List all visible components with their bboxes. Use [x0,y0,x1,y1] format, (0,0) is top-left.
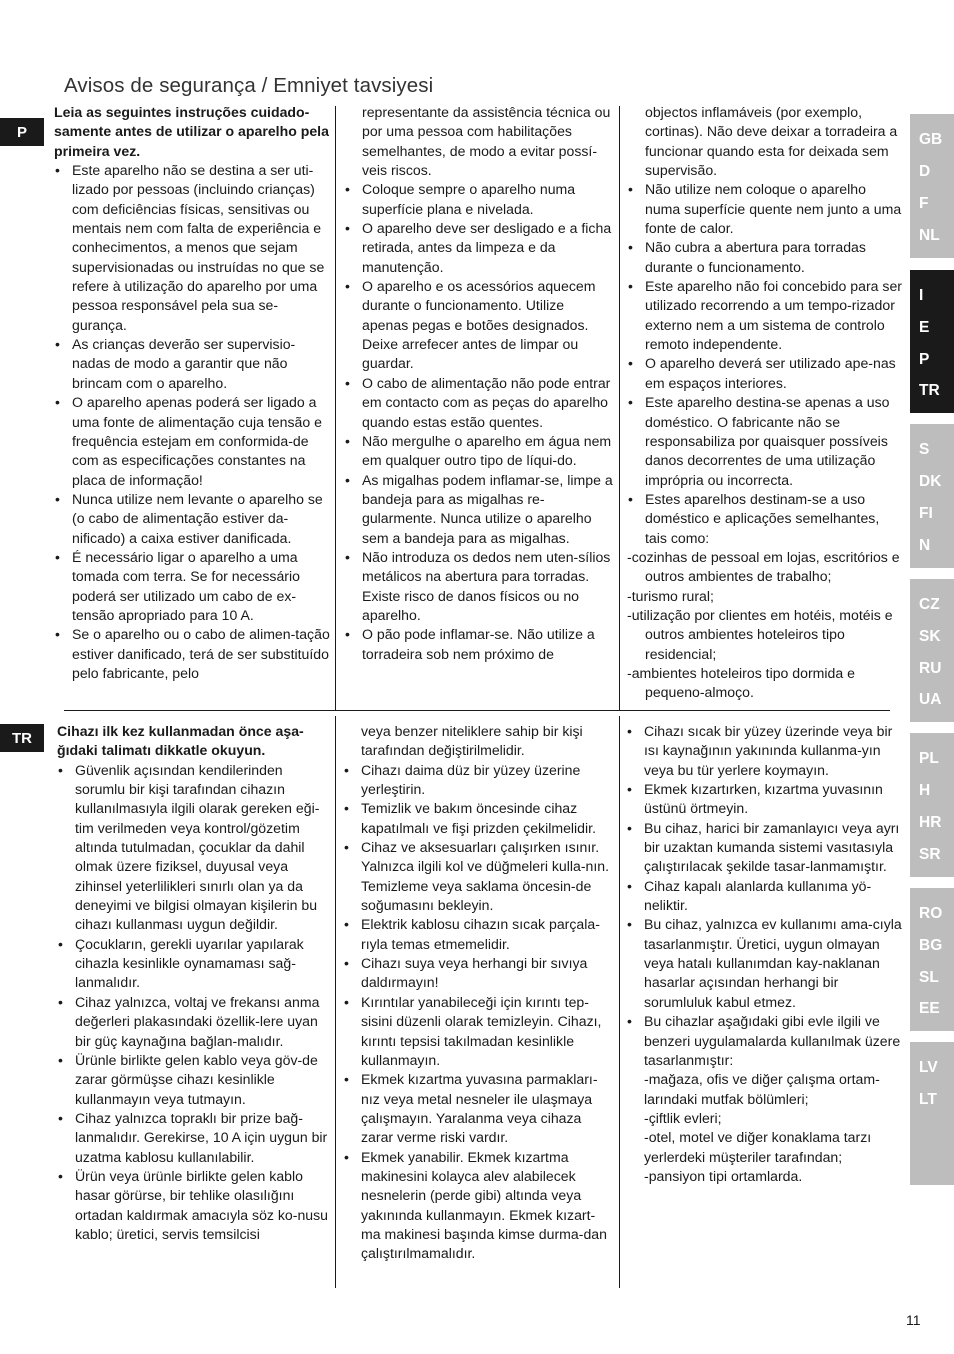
language-sl[interactable]: SL [919,969,939,986]
continued-text: representante da assistência técnica ou por uma pessoa com habilitações semelhantes, de modo a evitar possí-veis riscos. [362,104,611,179]
column-divider [335,716,336,1288]
language-group-active [910,270,954,413]
page-title: Avisos de segurança / Emniyet tavsiyesi [64,74,434,97]
list-item: • Não mergulhe o aparelho em água nem em qualquer outro tipo de líqui-do. [344,432,614,471]
list-item: • Bu cihaz, yalnızca ev kullanımı ama-cıyla tasarlanmıştır. Üretici, uygun olmayan veya hatalı kullanımdan kay-naklanan hasarlar açısından herhangi bir sorumluluk kabul etmez. [626,915,902,1012]
list-item: • O aparelho e os acessórios aquecem durante o funcionamento. Utilize apenas pegas e botões designados. Deixe arrefecer antes de limpar ou guardar. [344,277,614,374]
tr-column-1 [57,722,331,1244]
list-item: • As migalhas podem inflamar-se, limpe a bandeja para as migalhas re-gularmente. Nunca utilize o aparelho sem a bandeja para as migalhas. [344,471,614,548]
list-item: • Ekmek kızartma yuvasına parmakları-nız veya metal nesneler ile ulaşmaya çalışmayın. Yaralanma veya cihaza zarar verme riski vardır. [343,1070,614,1147]
page-number: 11 [906,1312,921,1328]
language-tr[interactable]: TR [919,382,940,399]
p-column-2 [344,103,614,664]
dash-item: -otel, motel ve diğer konaklama tarzı yerlerdeki müşteriler tarafından; [644,1129,872,1165]
language-sr[interactable]: SR [919,846,941,863]
list-item: • O pão pode inflamar-se. Não utilize a torradeira sob nem próximo de [344,625,614,664]
tr-column-3 [626,722,902,1186]
language-ua[interactable]: UA [919,691,942,708]
language-group [910,1042,954,1185]
section-tag-tr: TR [0,724,44,752]
section-divider [64,710,890,711]
language-bg[interactable]: BG [919,937,943,954]
language-ru[interactable]: RU [919,660,942,677]
list-item: • Cihazı sıcak bir yüzey üzerinde veya bir ısı kaynağının yakınında kullanma-yın veya bu tür yerlere koymayın. [626,722,902,780]
dash-item: -çiftlik evleri; [644,1109,722,1126]
list-item: • Este aparelho destina-se apenas a uso doméstico. O fabricante não se responsabiliza por quaisquer possíveis danos decorrentes de uma utilização imprópria ou incorrecta. [627,393,903,490]
list-item: • Cihaz yalnızca topraklı bir prize bağ-lanmalıdır. Gerekirse, 10 A için uygun bir uzatma kablosu kullanılabilir. [57,1109,331,1167]
language-s[interactable]: S [919,441,930,458]
list-item: • As crianças deverão ser supervisio-nadas de modo a garantir que não brincam com o aparelho. [54,335,331,393]
list-item: • Ekmek yanabilir. Ekmek kızartma makinesini kolayca alev alabilecek nesnelerin (perde gibi) altında veya yakınında kullanmayın. Ekmek kızart-ma makinesi başında kimse durma-dan çalıştırılmamalıdır. [343,1148,614,1264]
list-item: • Cihaz kapalı alanlarda kullanıma yö-neliktir. [626,877,902,916]
dash-item: -pansiyon tipi ortamlarda. [644,1167,803,1184]
list-item: • Bu cihaz, harici bir zamanlayıcı veya ayrı bir uzaktan kumanda sistemi vasıtasıyla çalıştırılacak şekilde tasar-lanmamıştır. [626,819,902,877]
language-ee[interactable]: EE [919,1000,940,1017]
list-item: • Se o aparelho ou o cabo de alimen-tação estiver danificado, terá de ser substituído pelo fabricante, pelo [54,625,331,683]
language-group [910,579,954,722]
language-e[interactable]: E [919,319,930,336]
language-ro[interactable]: RO [919,905,943,922]
list-item: • O aparelho deve ser desligado e a ficha retirada, antes da limpeza e da manutenção. [344,219,614,277]
language-pl[interactable]: PL [919,750,939,767]
language-nl[interactable]: NL [919,227,940,244]
language-dk[interactable]: DK [919,473,942,490]
list-item: • Cihazı suya veya herhangi bir sıvıya daldırmayın! [343,954,614,993]
language-h[interactable]: H [919,782,931,799]
list-item: • Güvenlik açısından kendilerinden sorumlu bir kişi tarafından cihazın kullanılmasıyla ilgili olarak gereken eği-tim verilmeden veya kontrol/gözetim altında tutulmadan, çocuklar da dahil olmak üzere fiziksel, duyusal veya zihinsel yeterlilikleri sınırlı olan ya da deneyimi ve bilgisi olmayan kişilerin bu cihazı kullanması uygun değildir. [57,761,331,935]
list-item: • Estes aparelhos destinam-se a uso doméstico e aplicações semelhantes, tais como: [627,490,903,548]
list-item: • Cihazı daima düz bir yüzey üzerine yerleştirin. [343,761,614,800]
list-item: • Ekmek kızartırken, kızartma yuvasının üstünü örtmeyin. [626,780,902,819]
list-item: • Cihaz yalnızca, voltaj ve frekansı anma değerleri plakasındaki özellik-lere uyan bir güç kaynağına bağlan-malıdır. [57,993,331,1051]
list-item: • É necessário ligar o aparelho a uma tomada com terra. Se for necessário poderá ser utilizado um cabo de ex-tensão apropriado para 10 A. [54,548,331,625]
list-item: • Não cubra a abertura para torradas durante o funcionamento. [627,238,903,277]
list-item: • Temizlik ve bakım öncesinde cihaz kapatılmalı ve fişi prizden çekilmelidir. [343,799,614,838]
language-sk[interactable]: SK [919,628,941,645]
safety-list [343,761,614,1264]
list-item: • Este aparelho não foi concebido para ser utilizado recorrendo a um tempo-rizador externo nem a um sistema de controlo remoto independente. [627,277,903,354]
column-divider [335,106,336,710]
tr-column-2 [343,722,614,1264]
list-item: • O aparelho deverá ser utilizado ape-nas em espaços interiores. [627,354,903,393]
dash-item: -cozinhas de pessoal em lojas, escritórios e outros ambientes de trabalho; [627,548,900,585]
dash-item: -turismo rural; [627,587,714,604]
language-n[interactable]: N [919,537,931,554]
dash-item: -ambientes hoteleiros tipo dormida e pequeno-almoço. [627,664,855,701]
language-group [910,424,954,568]
language-group [910,114,954,258]
list-item: • Ürünle birlikte gelen kablo veya göv-de zarar görmüşse cihazı kesinlikle kullanmayın veya tutmayın. [57,1051,331,1109]
continued-text: veya benzer niteliklere sahip bir kişi tarafından değiştirilmelidir. [361,723,583,759]
list-item: • O cabo de alimentação não pode entrar em contacto com as peças do aparelho quando estas estão quentes. [344,374,614,432]
list-item: • Nunca utilize nem levante o aparelho se (o cabo de alimentação estiver da-nificado) a caixa estiver danificada. [54,490,331,548]
safety-list [626,722,902,1070]
language-lv[interactable]: LV [919,1059,938,1076]
intro-text: Cihazı ilk kez kullanmadan önce aşa-ğıdaki talimatı dikkatle okuyun. [57,723,304,759]
p-column-1 [54,103,331,683]
section-tag-p: P [0,118,44,146]
list-item: • Bu cihazlar aşağıdaki gibi evle ilgili ve benzeri uygulamalarda kullanılmak üzere tasarlanmıştır: [626,1012,902,1070]
language-lt[interactable]: LT [919,1091,937,1108]
safety-list [54,161,331,683]
language-group [910,733,954,877]
list-item: • Este aparelho não se destina a ser uti-lizado por pessoas (incluindo crianças) com deficiências físicas, sensitivas ou mentais nem com falta de experiência e conhecimentos, a menos que sejam supervisionadas ou instruídas no que se refere à utilização do aparelho por uma pessoa responsável pela sua se-gurança. [54,161,331,335]
intro-text: Leia as seguintes instruções cuidado-samente antes de utilizar o aparelho pela primeira vez. [54,104,329,159]
dash-item: -mağaza, ofis ve diğer çalışma ortam-larındaki mutfak bölümleri; [644,1071,880,1107]
list-item: • Kırıntılar yanabileceği için kırıntı tep-sisini düzenli olarak temizleyin. Cihazı, kırıntı tepsisi takılmadan kesinlikle kullanmayın. [343,993,614,1070]
language-gb[interactable]: GB [919,131,943,148]
list-item: • Não utilize nem coloque o aparelho numa superfície quente nem junto a uma fonte de calor. [627,180,903,238]
safety-list [344,180,614,664]
safety-list [57,761,331,1245]
column-divider [619,716,620,1288]
list-item: • Cihaz ve aksesuarları çalışırken ısınır. Yalnızca ilgili kol ve düğmeleri kulla-nın. Temizleme veya saklama öncesin-de soğumasını bekleyin. [343,838,614,915]
language-group [910,888,954,1031]
list-item: • Coloque sempre o aparelho numa superfície plana e nivelada. [344,180,614,219]
language-f[interactable]: F [919,195,929,212]
language-p[interactable]: P [919,351,930,368]
list-item: • O aparelho apenas poderá ser ligado a uma fonte de alimentação cuja tensão e frequência estejam em conformida-de com as especificações constantes na placa de informação! [54,393,331,490]
language-hr[interactable]: HR [919,814,942,831]
language-i[interactable]: I [919,287,924,304]
language-fi[interactable]: FI [919,505,933,522]
p-column-3 [627,103,903,703]
safety-list [627,180,903,548]
list-item: • Çocukların, gerekli uyarılar yapılarak cihazla kesinlikle oynamaması sağ-lanmalıdır. [57,935,331,993]
list-item: • Ürün veya ürünle birlikte gelen kablo hasar görürse, bir tehlike olasılığını ortadan kaldırmak amacıyla söz ko-nusu kablo; üretici, servis temsilcisi [57,1167,331,1244]
continued-text: objectos inflamáveis (por exemplo, cortinas). Não deve deixar a torradeira a funcionar quando esta for deixada sem supervisão. [645,104,898,179]
list-item: • Elektrik kablosu cihazın sıcak parçala-rıyla temas etmemelidir. [343,915,614,954]
column-divider [619,106,620,710]
dash-item: -utilização por clientes em hotéis, motéis e outros ambientes hoteleiros tipo residencial; [627,606,893,662]
language-d[interactable]: D [919,163,931,180]
language-cz[interactable]: CZ [919,596,940,613]
list-item: • Não introduza os dedos nem uten-sílios metálicos na abertura para torradas. Existe risco de danos físicos ou no aparelho. [344,548,614,625]
